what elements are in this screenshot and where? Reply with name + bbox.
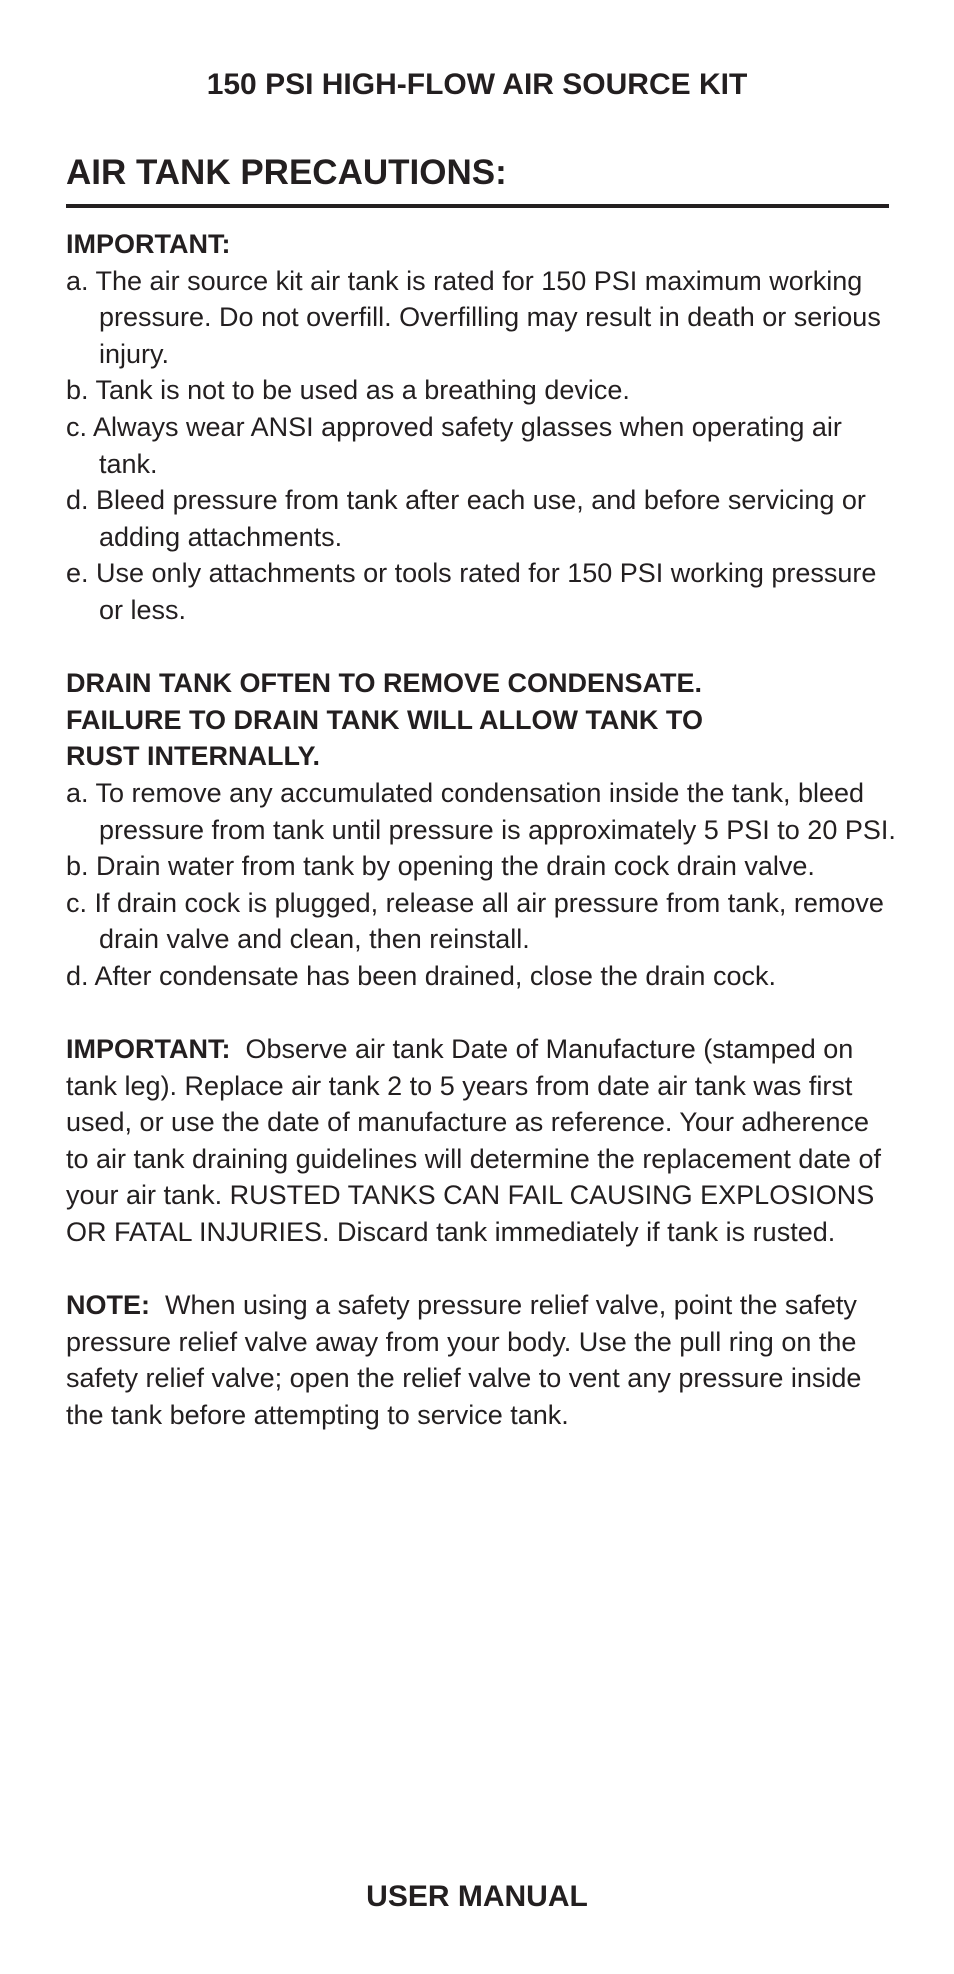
list-item: e. Use only attachments or tools rated for 150 PSI working pressure or less. xyxy=(66,558,877,625)
drain-heading-line: DRAIN TANK OFTEN TO REMOVE CONDENSATE. xyxy=(66,668,703,699)
important-note-paragraph xyxy=(66,1031,896,1251)
spacer xyxy=(66,994,896,1031)
important-note-lead: IMPORTANT: xyxy=(66,1034,231,1065)
note-lead: NOTE: xyxy=(66,1290,150,1321)
important-heading: IMPORTANT: xyxy=(66,229,231,259)
spacer xyxy=(66,1251,896,1288)
list-item: d. After condensate has been drained, close the drain cock. xyxy=(66,960,776,991)
list-item: a. To remove any accumulated condensation inside the tank, bleed pressure from tank until pressure is approximately 5 PSI to 20 PSI. xyxy=(66,777,896,845)
note-text: When using a safety pressure relief valve, point the safety pressure relief valve away from your body. Use the pull ring on the safety relief valve; open the relief valve to vent any pressure inside the tank before attempting to service tank. xyxy=(66,1290,862,1430)
section-title: AIR TANK PRECAUTIONS: xyxy=(66,151,889,208)
content-body xyxy=(66,226,896,1434)
list-item: d. Bleed pressure from tank after each use, and before servicing or adding attachments. xyxy=(66,485,866,552)
note-paragraph xyxy=(66,1287,896,1433)
list-item: b. Tank is not to be used as a breathing device. xyxy=(66,375,630,406)
page-footer-label: USER MANUAL xyxy=(366,1880,588,1913)
important-note-text: Observe air tank Date of Manufacture (stamped on tank leg). Replace air tank 2 to 5 years from date air tank was first used, or use the date of manufacture as reference. Your adherence to air tank draining guidelines will determine the replacement date of your air tank. RUSTED TANKS CAN FAIL CAUSING EXPLOSIONS OR FATAL INJURIES. Discard tank immediately if tank is rusted. xyxy=(66,1034,881,1248)
list-item: b. Drain water from tank by opening the drain cock drain valve. xyxy=(66,851,815,882)
list-item: a. The air source kit air tank is rated for 150 PSI maximum working pressure. Do not overfill. Overfilling may result in death or serious injury. xyxy=(66,265,881,369)
page-header-title: 150 PSI HIGH-FLOW AIR SOURCE KIT xyxy=(206,68,748,101)
drain-heading-line: RUST INTERNALLY. xyxy=(66,741,321,772)
important-list xyxy=(66,263,896,629)
list-item: c. If drain cock is plugged, release all air pressure from tank, remove drain valve and clean, then reinstall. xyxy=(66,887,884,955)
spacer xyxy=(66,629,896,666)
drain-heading-line: FAILURE TO DRAIN TANK WILL ALLOW TANK TO xyxy=(66,704,703,735)
list-item: c. Always wear ANSI approved safety glasses when operating air tank. xyxy=(66,411,842,479)
drain-list xyxy=(66,775,896,995)
